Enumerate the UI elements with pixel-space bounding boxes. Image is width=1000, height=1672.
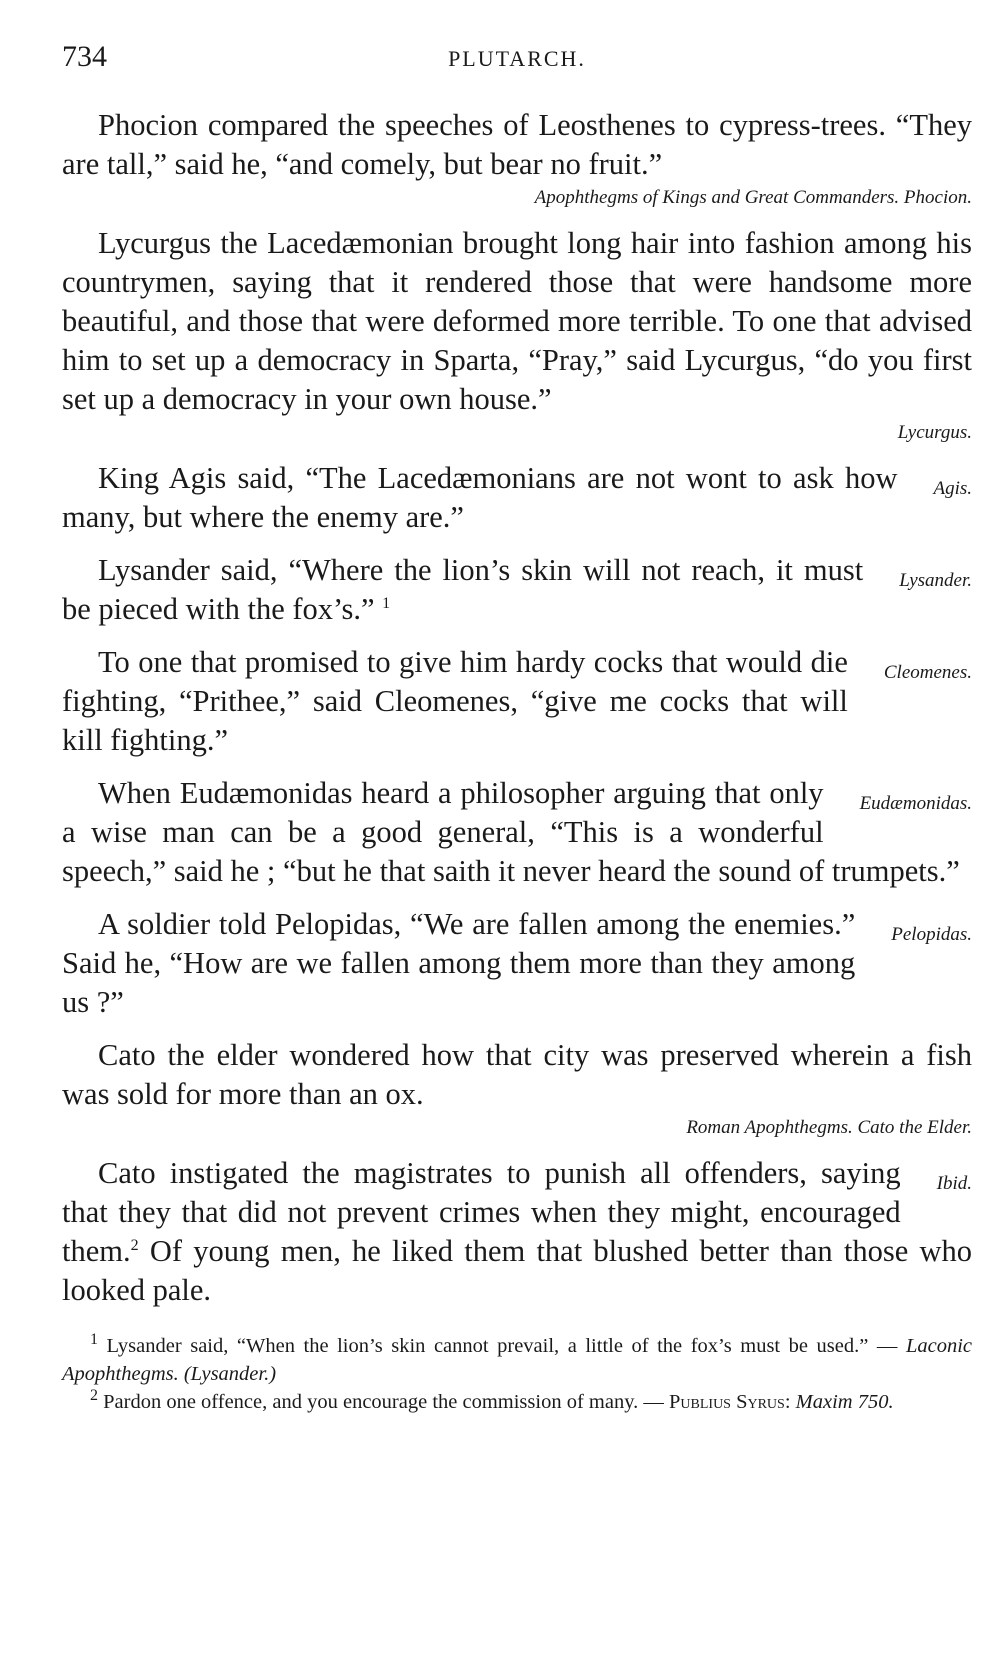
quotation-entry — [62, 774, 972, 891]
footnotes — [62, 1332, 972, 1416]
quotation-source: Lycurgus. — [897, 422, 972, 443]
quotation-source: Cleomenes. — [883, 662, 972, 683]
quotation-text-continued: Of young men, he liked them that blushed better than those who looked pale. — [62, 1234, 972, 1307]
footnote-ref[interactable]: 1 — [382, 594, 391, 612]
quotation-text: Phocion compared the speeches of Leosthenes to cypress-trees. “They are tall,” said he, “and comely, but bear no fruit.” — [62, 108, 972, 181]
footnote — [62, 1332, 972, 1388]
quotation-source: Roman Apophthegms. Cato the Elder. — [686, 1117, 972, 1138]
footnote-author: Publius Syrus — [669, 1391, 785, 1413]
quotation-source: Eudæmonidas. — [859, 793, 972, 814]
quotation-text: King Agis said, “The Lacedæmonians are not wont to ask how many, but where the enemy are.” — [62, 461, 898, 534]
quotation-source: Apophthegms of Kings and Great Commanders. Phocion. — [534, 187, 972, 208]
footnote — [62, 1388, 972, 1416]
footnote-mark: 2 — [90, 1387, 98, 1405]
quotation-source: Ibid. — [936, 1173, 972, 1194]
quotation-paragraph — [62, 551, 972, 629]
quotation-entry — [62, 1154, 972, 1310]
footnote-ref[interactable]: 2 — [130, 1236, 139, 1254]
footnote-source: Laconic Apophthegms. (Lysander.) — [62, 1335, 972, 1385]
page-number: 734 — [62, 40, 107, 73]
book-page — [62, 40, 972, 1416]
footnote-separator: : — [784, 1391, 796, 1413]
quotation-entry — [62, 551, 972, 629]
quotation-entry — [62, 1036, 972, 1140]
footnote-text: Lysander said, “When the lion’s skin cannot prevail, a little of the fox’s must be used.” — — [98, 1335, 906, 1357]
quotation-paragraph — [62, 643, 972, 760]
quotation-text: A soldier told Pelopidas, “We are fallen among the enemies.” Said he, “How are we fallen among them more than they among us ?” — [62, 907, 856, 1019]
quotation-paragraph — [62, 1154, 972, 1310]
quotation-text: Lysander said, “Where the lion’s skin will not reach, it must be pieced with the fox’s.” — [62, 553, 864, 626]
quotation-text: When Eudæmonidas heard a philosopher arguing that only a wise man can be a good general, “This is a wonderful speech,” said he ; “but he that saith it never heard the sound of trumpets.” — [62, 776, 960, 888]
quotation-text: Cato instigated the magistrates to punish all offenders, saying that they that did not prevent crimes when they might, encouraged them. — [62, 1156, 901, 1268]
quotation-paragraph — [62, 774, 972, 891]
page-header — [62, 40, 972, 90]
quotation-entry — [62, 224, 972, 445]
quotation-source: Pelopidas. — [891, 924, 972, 945]
footnote-mark: 1 — [90, 1331, 98, 1349]
quotation-text: To one that promised to give him hardy cocks that would die fighting, “Prithee,” said Cleomenes, “give me cocks that will kill fighting.” — [62, 645, 848, 757]
quotation-entry — [62, 905, 972, 1022]
quotation-text: Cato the elder wondered how that city was preserved wherein a fish was sold for more than an ox. — [62, 1038, 972, 1111]
quotation-entry — [62, 459, 972, 537]
quotation-entry — [62, 643, 972, 760]
quotation-text: Lycurgus the Lacedæmonian brought long hair into fashion among his countrymen, saying that it rendered those that were handsome more beautiful, and those that were deformed more terrible. To one that advised him to set up a democracy in Sparta, “Pray,” said Lycurgus, “do you first set up a democracy in your own house.” — [62, 226, 972, 416]
quotation-paragraph — [62, 905, 972, 1022]
footnote-text: Pardon one offence, and you encourage the commission of many. — — [98, 1391, 669, 1413]
quotation-paragraph — [62, 459, 972, 537]
running-head: PLUTARCH. — [448, 46, 586, 71]
footnote-source: Maxim 750. — [795, 1391, 894, 1413]
quotation-source: Agis. — [933, 478, 972, 499]
quotation-source: Lysander. — [899, 570, 972, 591]
quotation-entry — [62, 106, 972, 210]
